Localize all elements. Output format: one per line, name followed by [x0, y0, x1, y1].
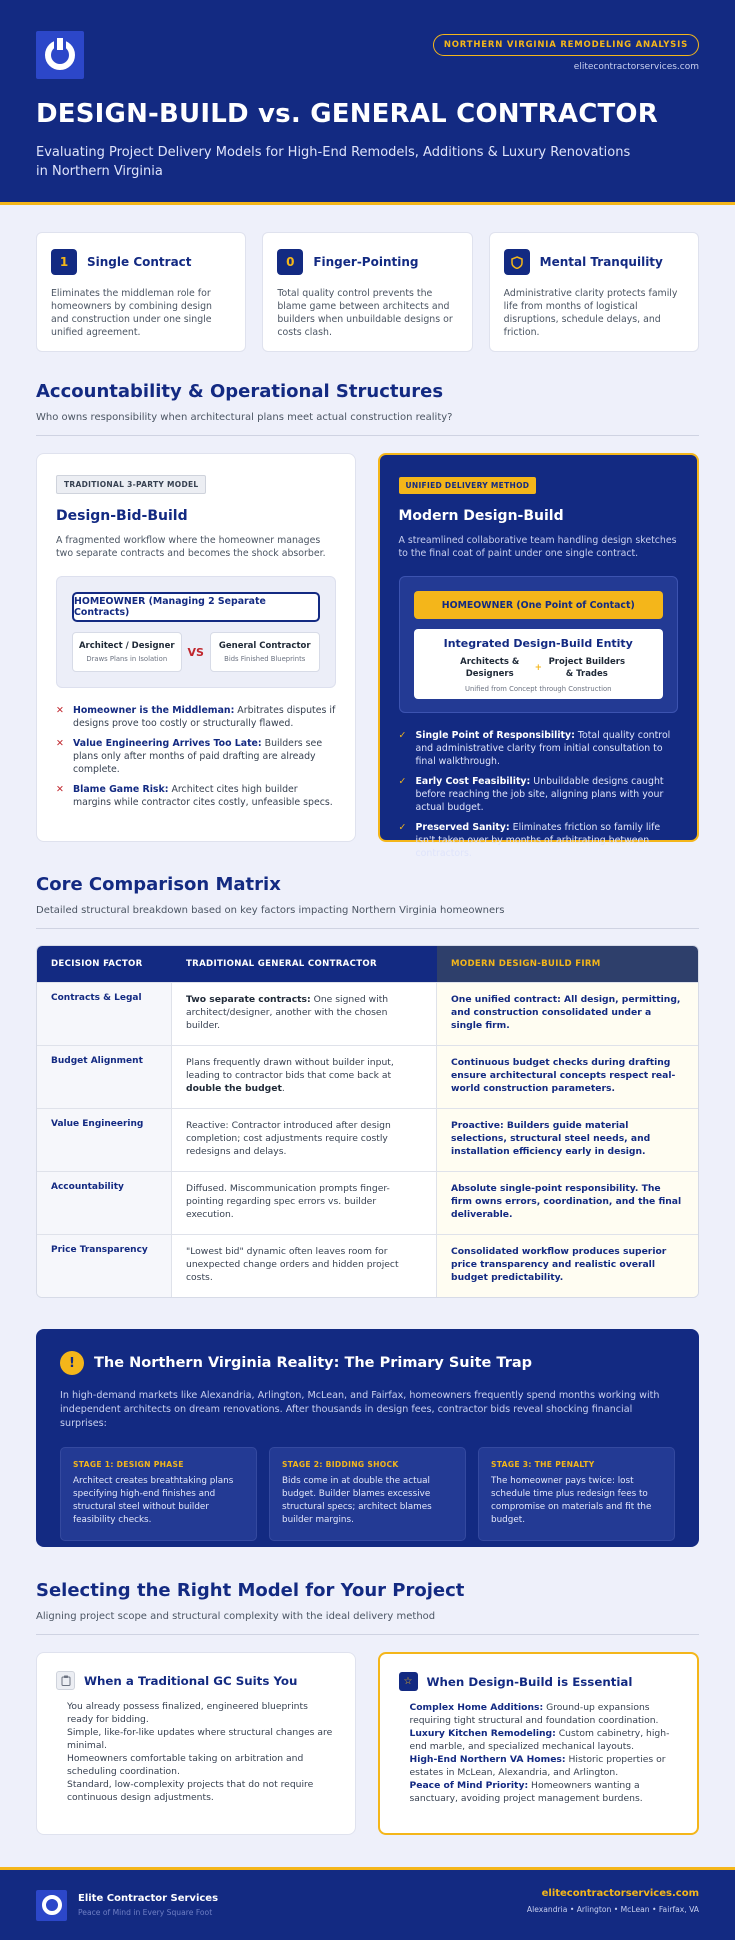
check-icon: ✓: [398, 822, 407, 833]
divider: [36, 1634, 699, 1635]
callout-description: In high-demand markets like Alexandria, Arlington, McLean, and Fairfax, homeowners frequently spend months working with independent architects on dream renovations. After thousands in design fees, contractor bids reveal shocking financial surprises:: [60, 1390, 660, 1429]
gc-cell: "Lowest bid" dynamic often leaves room for unexpected change orders and hidden project costs.: [172, 1235, 437, 1297]
vs-label: VS: [187, 645, 204, 659]
benefit-card-single-contract: [36, 232, 246, 352]
factor-cell: Contracts & Legal: [37, 983, 172, 1045]
homeowner-box: HOMEOWNER (One Point of Contact): [414, 591, 664, 619]
benefit-title: Finger-Pointing: [313, 255, 419, 269]
list-item: Peace of Mind Priority: Homeowners wanting a sanctuary, avoiding project management burdens.: [409, 1780, 643, 1804]
list-item: ✕ Blame Game Risk: Architect cites high builder margins while contractor cites costly, unfeasible specs.: [56, 784, 333, 808]
stage-label: STAGE 3: THE PENALTY: [491, 1460, 595, 1469]
list-item: Homeowners comfortable taking on arbitration and scheduling coordination.: [67, 1753, 304, 1777]
selecting-section: [36, 1580, 699, 1635]
footer: [0, 1867, 735, 1940]
panel-title: Design-Bid-Build: [56, 508, 188, 524]
list-item: You already possess finalized, engineered blueprints ready for bidding.: [67, 1701, 308, 1725]
stage-text: The homeowner pays twice: lost schedule time plus redesign fees to compromise on materials and fit the budget.: [491, 1476, 652, 1525]
matrix-section: [36, 874, 699, 929]
list-item: ✕ Value Engineering Arrives Too Late: Builders see plans only after months of paid drafting are already complete.: [56, 738, 323, 775]
table-row: [37, 1171, 698, 1234]
db-cell: Proactive: Builders guide material selections, structural steel needs, and installation efficiency early in design.: [437, 1109, 698, 1171]
header-badge: NORTHERN VIRGINIA REMODELING ANALYSIS: [433, 34, 699, 56]
section-title: Selecting the Right Model for Your Project: [36, 1580, 465, 1601]
design-build-panel: [378, 453, 700, 859]
benefit-card-mental-tranquility: [489, 232, 699, 352]
section-title: Core Comparison Matrix: [36, 874, 281, 895]
section-subtitle: Who owns responsibility when architectural plans meet actual construction reality?: [36, 412, 453, 423]
benefit-list: [399, 729, 679, 860]
accountability-section: [36, 381, 699, 436]
column-header: TRADITIONAL GENERAL CONTRACTOR: [172, 946, 437, 982]
number-badge: 1: [51, 249, 77, 275]
unified-diagram: [399, 576, 679, 713]
benefit-card-finger-pointing: [262, 232, 472, 352]
list-item: ✓ Early Cost Feasibility: Unbuildable designs caught before reaching the job site, aligning plans with your actual budget.: [398, 776, 664, 813]
list-item: High-End Northern VA Homes: Historic properties or estates in McLean, Alexandria, and Arlington.: [409, 1754, 666, 1778]
stage-list: [60, 1447, 675, 1541]
column-header: DECISION FACTOR: [37, 946, 172, 982]
architect-box: [72, 632, 182, 672]
integrated-entity-box: [414, 629, 664, 699]
list-item: ✕ Homeowner is the Middleman: Arbitrates disputes if designs prove too costly or structurally flawed.: [56, 705, 336, 729]
card-title: When a Traditional GC Suits You: [84, 1673, 298, 1688]
design-bid-build-panel: [36, 453, 356, 842]
check-icon: ✓: [398, 776, 407, 787]
table-row: [37, 1045, 698, 1108]
stage-card: [478, 1447, 675, 1541]
star-icon: ☆: [399, 1672, 418, 1691]
db-cell: Consolidated workflow produces superior price transparency and realistic overall budget predictability.: [437, 1235, 698, 1297]
box-subtitle: Draws Plans in Isolation: [86, 655, 168, 663]
company-tagline: Peace of Mind in Every Square Foot: [78, 1908, 213, 1917]
model-tag: UNIFIED DELIVERY METHOD: [399, 477, 537, 494]
box-title: General Contractor: [218, 641, 311, 651]
benefit-title: Mental Tranquility: [539, 255, 663, 269]
db-cell: Absolute single-point responsibility. The firm owns errors, coordination, and the final deliverable.: [437, 1172, 698, 1234]
warning-icon: !: [60, 1351, 84, 1375]
stage-text: Bids come in at double the actual budget. Builder blames excessive structural specs; architect blames builder margins.: [282, 1476, 432, 1525]
card-title: When Design-Build is Essential: [426, 1674, 633, 1689]
gc-cell: Plans frequently drawn without builder input, leading to contractor bids that come back at double the budget.: [172, 1046, 437, 1108]
panel-title: Modern Design-Build: [398, 508, 564, 524]
page-title: DESIGN-BUILD vs. GENERAL CONTRACTOR: [36, 99, 658, 129]
company-name: Elite Contractor Services: [78, 1893, 219, 1904]
reality-callout: [36, 1329, 699, 1547]
table-row: [37, 1234, 698, 1297]
traditional-gc-card: [36, 1652, 356, 1835]
three-party-diagram: [56, 576, 336, 688]
contractor-box: [210, 632, 320, 672]
gc-cell: Reactive: Contractor introduced after design completion; cost adjustments require costly redesigns and delays.: [172, 1109, 437, 1171]
divider: [36, 435, 699, 436]
db-cell: Continuous budget checks during drafting ensure architectural concepts respect real-world construction parameters.: [437, 1046, 698, 1108]
plus-icon: +: [534, 663, 542, 673]
header: [0, 0, 735, 205]
footer-url-link[interactable]: elitecontractorservices.com: [541, 1888, 699, 1899]
table-row: [37, 1108, 698, 1171]
factor-cell: Price Transparency: [37, 1235, 172, 1297]
model-tag: TRADITIONAL 3-PARTY MODEL: [56, 475, 206, 494]
panel-description: A fragmented workflow where the homeowner manages two separate contracts and becomes the shock absorber.: [56, 535, 326, 559]
box-subtitle: Bids Finished Blueprints: [224, 655, 306, 663]
benefit-text: Total quality control prevents the blame game between architects and builders when unbuildable designs or costs clash.: [277, 288, 453, 338]
comparison-table: [36, 945, 699, 1298]
criteria-list: [399, 1701, 679, 1805]
entity-right: Project Builders & Trades: [548, 657, 626, 679]
table-row: [37, 982, 698, 1045]
list-item: Standard, low-complexity projects that do not require continuous design adjustments.: [67, 1779, 314, 1803]
x-icon: ✕: [56, 738, 64, 749]
factor-cell: Accountability: [37, 1172, 172, 1234]
gc-cell: Two separate contracts: One signed with architect/designer, another with the chosen builder.: [172, 983, 437, 1045]
entity-left: Architects & Designers: [460, 657, 520, 679]
factor-cell: Value Engineering: [37, 1109, 172, 1171]
box-title: Architect / Designer: [78, 641, 175, 651]
list-item: Simple, like-for-like updates where structural changes are minimal.: [67, 1727, 333, 1751]
divider: [36, 928, 699, 929]
power-icon: [42, 1895, 62, 1915]
shield-icon: [504, 249, 530, 275]
benefit-title: Single Contract: [87, 255, 192, 269]
logo: [36, 31, 84, 79]
list-item: Complex Home Additions: Ground-up expansions requiring tight structural and foundation coordination.: [409, 1702, 659, 1726]
criteria-list: [56, 1700, 336, 1804]
homeowner-box: HOMEOWNER (Managing 2 Separate Contracts): [72, 592, 320, 622]
design-build-card: [378, 1652, 700, 1835]
x-icon: ✕: [56, 705, 64, 716]
clipboard-icon: [56, 1671, 75, 1690]
benefit-cards: [36, 232, 699, 352]
stage-label: STAGE 2: BIDDING SHOCK: [282, 1460, 399, 1469]
list-item: ✓ Preserved Sanity: Eliminates friction so family life isn't taken over by months of arbitrating between contractors.: [398, 822, 661, 859]
header-url-link[interactable]: elitecontractorservices.com: [573, 62, 699, 72]
db-cell: One unified contract: All design, permitting, and construction consolidated under a single firm.: [437, 983, 698, 1045]
service-locations: Alexandria • Arlington • McLean • Fairfax, VA: [526, 1905, 699, 1914]
section-subtitle: Aligning project scope and structural complexity with the ideal delivery method: [36, 1611, 436, 1622]
section-title: Accountability & Operational Structures: [36, 381, 444, 402]
stage-card: [269, 1447, 466, 1541]
gc-cell: Diffused. Miscommunication prompts finger-pointing regarding spec errors vs. builder execution.: [172, 1172, 437, 1234]
entity-subtitle: Unified from Concept through Construction: [464, 685, 612, 693]
check-icon: ✓: [398, 730, 407, 741]
benefit-text: Administrative clarity protects family life from months of logistical disruptions, schedule delays, and friction.: [503, 288, 678, 338]
stage-card: [60, 1447, 257, 1541]
benefit-text: Eliminates the middleman role for homeowners by combining design and construction under one single unified agreement.: [51, 288, 212, 338]
factor-cell: Budget Alignment: [37, 1046, 172, 1108]
section-subtitle: Detailed structural breakdown based on key factors impacting Northern Virginia homeowners: [36, 905, 505, 916]
number-badge: 0: [277, 249, 303, 275]
stage-text: Architect creates breathtaking plans specifying high-end finishes and structural steel without builder feasibility checks.: [73, 1476, 234, 1525]
list-item: Luxury Kitchen Remodeling: Custom cabinetry, high-end marble, and specialized mechanical layouts.: [409, 1728, 670, 1752]
power-icon: [45, 40, 75, 70]
column-header: MODERN DESIGN-BUILD FIRM: [437, 946, 698, 982]
callout-title: The Northern Virginia Reality: The Primary Suite Trap: [94, 1355, 533, 1371]
x-icon: ✕: [56, 784, 64, 795]
page-subtitle: Evaluating Project Delivery Models for High-End Remodels, Additions & Luxury Renovations in Northern Virginia: [36, 145, 631, 179]
stage-label: STAGE 1: DESIGN PHASE: [73, 1460, 184, 1469]
list-item: ✓ Single Point of Responsibility: Total quality control and administrative clarity from initial consultation to final walkthrough.: [398, 730, 671, 767]
footer-logo: [36, 1890, 67, 1921]
entity-title: Integrated Design-Build Entity: [443, 637, 633, 650]
table-header: [37, 946, 698, 982]
risk-list: [56, 704, 336, 809]
panel-description: A streamlined collaborative team handling design sketches to the final coat of paint under one single contract.: [398, 535, 677, 559]
